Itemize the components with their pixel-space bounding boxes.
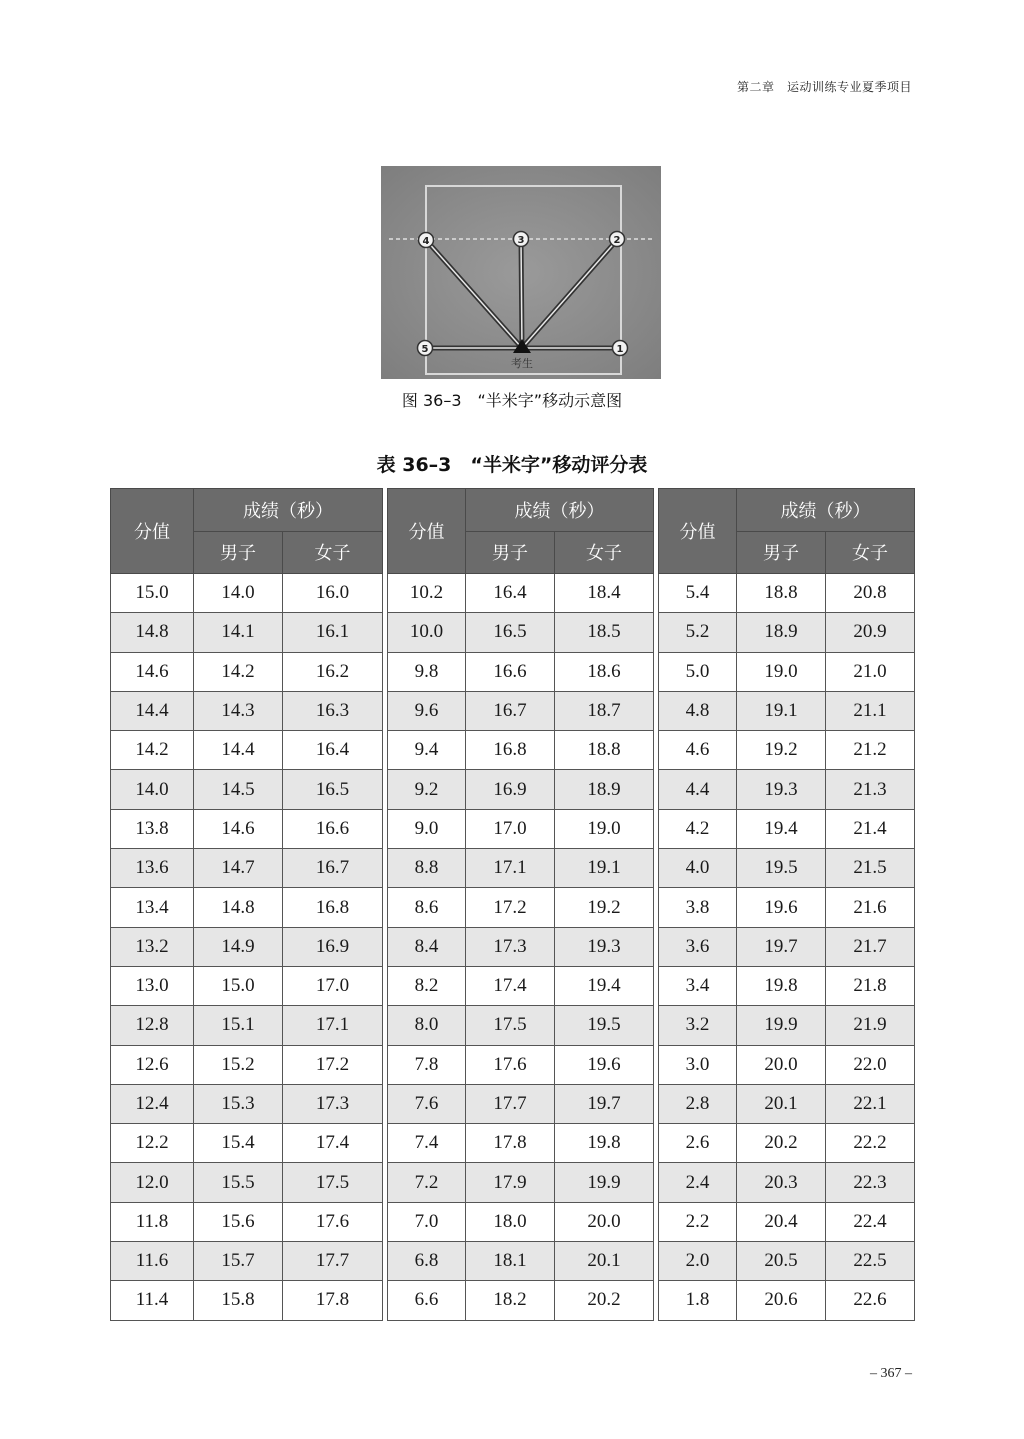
table-row — [388, 809, 654, 848]
female-time-cell: 17.2 — [283, 1045, 383, 1084]
score-cell: 2.2 — [659, 1202, 737, 1241]
score-cell: 11.8 — [111, 1202, 194, 1241]
score-cell: 8.8 — [388, 849, 466, 888]
male-time-cell: 17.1 — [466, 849, 555, 888]
table-row — [111, 1045, 383, 1084]
male-time-cell: 15.5 — [194, 1163, 283, 1202]
male-time-cell: 20.0 — [737, 1045, 826, 1084]
male-time-cell: 19.6 — [737, 888, 826, 927]
table-row — [388, 1281, 654, 1320]
male-time-cell: 16.9 — [466, 770, 555, 809]
table-row — [388, 1006, 654, 1045]
table-row — [111, 888, 383, 927]
score-cell: 10.2 — [388, 574, 466, 613]
female-time-cell: 16.1 — [283, 613, 383, 652]
female-time-cell: 19.8 — [555, 1124, 654, 1163]
score-cell: 5.4 — [659, 574, 737, 613]
female-time-cell: 16.9 — [283, 927, 383, 966]
female-time-cell: 16.4 — [283, 731, 383, 770]
male-time-cell: 16.8 — [466, 731, 555, 770]
male-time-cell: 15.1 — [194, 1006, 283, 1045]
table-row — [111, 809, 383, 848]
female-time-cell: 19.6 — [555, 1045, 654, 1084]
female-time-cell: 17.0 — [283, 966, 383, 1005]
table-row — [111, 1124, 383, 1163]
table-row — [659, 1124, 915, 1163]
male-time-cell: 19.4 — [737, 809, 826, 848]
score-cell: 2.6 — [659, 1124, 737, 1163]
score-table-1 — [110, 488, 383, 1321]
score-cell: 12.8 — [111, 1006, 194, 1045]
diagram-svg — [381, 166, 661, 379]
female-time-cell: 22.4 — [826, 1202, 915, 1241]
female-time-cell: 18.5 — [555, 613, 654, 652]
table-row — [111, 1163, 383, 1202]
point-5 — [418, 341, 433, 356]
score-cell: 3.6 — [659, 927, 737, 966]
female-time-cell: 22.6 — [826, 1281, 915, 1320]
female-time-cell: 18.6 — [555, 652, 654, 691]
score-cell: 3.4 — [659, 966, 737, 1005]
start-label: 考生 — [511, 357, 533, 370]
score-cell: 3.8 — [659, 888, 737, 927]
female-time-cell: 19.3 — [555, 927, 654, 966]
table-row — [659, 809, 915, 848]
female-time-cell: 20.2 — [555, 1281, 654, 1320]
male-time-cell: 18.2 — [466, 1281, 555, 1320]
female-time-cell: 21.8 — [826, 966, 915, 1005]
table-row — [659, 966, 915, 1005]
female-time-cell: 16.6 — [283, 809, 383, 848]
male-time-cell: 14.3 — [194, 691, 283, 730]
female-time-cell: 19.1 — [555, 849, 654, 888]
score-cell: 8.4 — [388, 927, 466, 966]
score-cell: 9.8 — [388, 652, 466, 691]
header-score: 分值 — [659, 489, 737, 574]
point-2 — [610, 232, 625, 247]
female-time-cell: 16.8 — [283, 888, 383, 927]
table-row — [388, 691, 654, 730]
table-row — [111, 1084, 383, 1123]
header-male: 男子 — [737, 531, 826, 574]
table-row — [111, 770, 383, 809]
table-row — [111, 652, 383, 691]
table-row — [388, 888, 654, 927]
table-row — [388, 613, 654, 652]
table-row — [388, 652, 654, 691]
female-time-cell: 21.0 — [826, 652, 915, 691]
svg-text:2: 2 — [613, 235, 621, 246]
male-time-cell: 15.3 — [194, 1084, 283, 1123]
female-time-cell: 17.5 — [283, 1163, 383, 1202]
figure-caption: 图 36–3 “半米字”移动示意图 — [401, 391, 623, 410]
score-cell: 13.8 — [111, 809, 194, 848]
score-cell: 9.2 — [388, 770, 466, 809]
female-time-cell: 17.1 — [283, 1006, 383, 1045]
female-time-cell: 21.5 — [826, 849, 915, 888]
table-title: 表 36–3 “半米字”移动评分表 — [376, 454, 648, 476]
header-female: 女子 — [283, 531, 383, 574]
score-cell: 2.0 — [659, 1242, 737, 1281]
half-mi-movement-diagram — [381, 166, 661, 379]
male-time-cell: 16.7 — [466, 691, 555, 730]
male-time-cell: 19.5 — [737, 849, 826, 888]
table-row — [659, 652, 915, 691]
score-cell: 12.6 — [111, 1045, 194, 1084]
table-row — [659, 613, 915, 652]
svg-text:4: 4 — [422, 236, 430, 247]
male-time-cell: 17.6 — [466, 1045, 555, 1084]
table-row — [111, 849, 383, 888]
male-time-cell: 17.5 — [466, 1006, 555, 1045]
female-time-cell: 17.6 — [283, 1202, 383, 1241]
female-time-cell: 17.3 — [283, 1084, 383, 1123]
table-row — [659, 770, 915, 809]
score-cell: 5.0 — [659, 652, 737, 691]
male-time-cell: 18.8 — [737, 574, 826, 613]
female-time-cell: 21.4 — [826, 809, 915, 848]
male-time-cell: 19.1 — [737, 691, 826, 730]
score-cell: 4.6 — [659, 731, 737, 770]
female-time-cell: 22.3 — [826, 1163, 915, 1202]
score-cell: 14.6 — [111, 652, 194, 691]
female-time-cell: 19.2 — [555, 888, 654, 927]
score-cell: 8.0 — [388, 1006, 466, 1045]
male-time-cell: 17.3 — [466, 927, 555, 966]
male-time-cell: 14.0 — [194, 574, 283, 613]
table-row — [388, 849, 654, 888]
table-row — [659, 691, 915, 730]
female-time-cell: 21.1 — [826, 691, 915, 730]
male-time-cell: 14.9 — [194, 927, 283, 966]
table-row — [388, 1163, 654, 1202]
score-cell: 12.2 — [111, 1124, 194, 1163]
table-row — [388, 1124, 654, 1163]
male-time-cell: 14.1 — [194, 613, 283, 652]
female-time-cell: 19.9 — [555, 1163, 654, 1202]
female-time-cell: 18.4 — [555, 574, 654, 613]
score-cell: 8.6 — [388, 888, 466, 927]
female-time-cell: 16.2 — [283, 652, 383, 691]
table-row — [388, 574, 654, 613]
header-result: 成绩（秒） — [737, 489, 915, 532]
score-cell: 1.8 — [659, 1281, 737, 1320]
male-time-cell: 15.7 — [194, 1242, 283, 1281]
male-time-cell: 14.5 — [194, 770, 283, 809]
score-table-2 — [387, 488, 654, 1321]
male-time-cell: 18.1 — [466, 1242, 555, 1281]
male-time-cell: 19.2 — [737, 731, 826, 770]
table-row — [659, 1045, 915, 1084]
score-cell: 7.6 — [388, 1084, 466, 1123]
score-cell: 4.2 — [659, 809, 737, 848]
score-cell: 14.4 — [111, 691, 194, 730]
header-result: 成绩（秒） — [466, 489, 654, 532]
male-time-cell: 14.8 — [194, 888, 283, 927]
table-row — [388, 966, 654, 1005]
male-time-cell: 15.2 — [194, 1045, 283, 1084]
table-row — [659, 731, 915, 770]
score-cell: 10.0 — [388, 613, 466, 652]
male-time-cell: 17.9 — [466, 1163, 555, 1202]
score-cell: 3.2 — [659, 1006, 737, 1045]
male-time-cell: 17.0 — [466, 809, 555, 848]
score-cell: 2.4 — [659, 1163, 737, 1202]
table-row — [388, 1202, 654, 1241]
svg-text:5: 5 — [421, 344, 429, 355]
score-table-3 — [658, 488, 915, 1321]
score-cell: 15.0 — [111, 574, 194, 613]
score-cell: 14.8 — [111, 613, 194, 652]
female-time-cell: 20.8 — [826, 574, 915, 613]
female-time-cell: 16.0 — [283, 574, 383, 613]
table-row — [111, 1202, 383, 1241]
header-female: 女子 — [555, 531, 654, 574]
score-cell: 4.0 — [659, 849, 737, 888]
table-row — [388, 1242, 654, 1281]
male-time-cell: 20.2 — [737, 1124, 826, 1163]
female-time-cell: 20.1 — [555, 1242, 654, 1281]
table-row — [111, 731, 383, 770]
point-3 — [514, 232, 529, 247]
male-time-cell: 15.8 — [194, 1281, 283, 1320]
female-time-cell: 22.5 — [826, 1242, 915, 1281]
table-row — [659, 1163, 915, 1202]
table-row — [111, 966, 383, 1005]
female-time-cell: 16.3 — [283, 691, 383, 730]
header-score: 分值 — [388, 489, 466, 574]
table-row — [659, 1281, 915, 1320]
svg-text:1: 1 — [616, 344, 624, 355]
male-time-cell: 17.2 — [466, 888, 555, 927]
score-cell: 12.0 — [111, 1163, 194, 1202]
male-time-cell: 19.3 — [737, 770, 826, 809]
female-time-cell: 22.2 — [826, 1124, 915, 1163]
running-header: 第二章 运动训练专业夏季项目 — [736, 80, 912, 94]
male-time-cell: 20.4 — [737, 1202, 826, 1241]
score-cell: 7.2 — [388, 1163, 466, 1202]
score-cell: 7.8 — [388, 1045, 466, 1084]
score-cell: 13.4 — [111, 888, 194, 927]
male-time-cell: 18.9 — [737, 613, 826, 652]
score-cell: 11.6 — [111, 1242, 194, 1281]
male-time-cell: 19.8 — [737, 966, 826, 1005]
male-time-cell: 20.5 — [737, 1242, 826, 1281]
table-row — [388, 1084, 654, 1123]
table-row — [111, 1281, 383, 1320]
female-time-cell: 19.7 — [555, 1084, 654, 1123]
male-time-cell: 20.1 — [737, 1084, 826, 1123]
header-female: 女子 — [826, 531, 915, 574]
score-cell: 9.4 — [388, 731, 466, 770]
table-row — [111, 927, 383, 966]
male-time-cell: 15.4 — [194, 1124, 283, 1163]
male-time-cell: 17.4 — [466, 966, 555, 1005]
score-cell: 9.6 — [388, 691, 466, 730]
score-cell: 13.6 — [111, 849, 194, 888]
table-row — [111, 574, 383, 613]
point-1 — [613, 341, 628, 356]
score-cell: 3.0 — [659, 1045, 737, 1084]
male-time-cell: 14.7 — [194, 849, 283, 888]
male-time-cell: 15.6 — [194, 1202, 283, 1241]
table-row — [659, 574, 915, 613]
male-time-cell: 17.8 — [466, 1124, 555, 1163]
table-row — [111, 691, 383, 730]
female-time-cell: 18.7 — [555, 691, 654, 730]
table-row — [659, 1006, 915, 1045]
table-row — [388, 927, 654, 966]
score-cell: 14.2 — [111, 731, 194, 770]
male-time-cell: 15.0 — [194, 966, 283, 1005]
score-cell: 13.2 — [111, 927, 194, 966]
score-cell: 8.2 — [388, 966, 466, 1005]
score-cell: 13.0 — [111, 966, 194, 1005]
table-row — [111, 1006, 383, 1045]
female-time-cell: 22.0 — [826, 1045, 915, 1084]
score-cell: 4.8 — [659, 691, 737, 730]
male-time-cell: 16.5 — [466, 613, 555, 652]
score-cell: 2.8 — [659, 1084, 737, 1123]
header-male: 男子 — [194, 531, 283, 574]
male-time-cell: 20.3 — [737, 1163, 826, 1202]
score-cell: 7.0 — [388, 1202, 466, 1241]
male-time-cell: 20.6 — [737, 1281, 826, 1320]
table-row — [659, 927, 915, 966]
female-time-cell: 21.3 — [826, 770, 915, 809]
female-time-cell: 17.4 — [283, 1124, 383, 1163]
female-time-cell: 19.4 — [555, 966, 654, 1005]
female-time-cell: 16.7 — [283, 849, 383, 888]
score-cell: 12.4 — [111, 1084, 194, 1123]
table-row — [388, 731, 654, 770]
table-row — [111, 613, 383, 652]
female-time-cell: 21.9 — [826, 1006, 915, 1045]
score-cell: 11.4 — [111, 1281, 194, 1320]
table-row — [659, 1202, 915, 1241]
table-row — [659, 888, 915, 927]
table-row — [388, 1045, 654, 1084]
table-row — [659, 849, 915, 888]
score-cell: 7.4 — [388, 1124, 466, 1163]
female-time-cell: 20.9 — [826, 613, 915, 652]
female-time-cell: 21.7 — [826, 927, 915, 966]
female-time-cell: 22.1 — [826, 1084, 915, 1123]
point-4 — [419, 233, 434, 248]
female-time-cell: 21.6 — [826, 888, 915, 927]
male-time-cell: 16.6 — [466, 652, 555, 691]
female-time-cell: 17.7 — [283, 1242, 383, 1281]
female-time-cell: 16.5 — [283, 770, 383, 809]
table-row — [388, 770, 654, 809]
table-row — [659, 1242, 915, 1281]
score-cell: 6.8 — [388, 1242, 466, 1281]
female-time-cell: 18.9 — [555, 770, 654, 809]
score-cell: 5.2 — [659, 613, 737, 652]
male-time-cell: 17.7 — [466, 1084, 555, 1123]
score-cell: 4.4 — [659, 770, 737, 809]
male-time-cell: 19.7 — [737, 927, 826, 966]
male-time-cell: 16.4 — [466, 574, 555, 613]
female-time-cell: 18.8 — [555, 731, 654, 770]
table-row — [111, 1242, 383, 1281]
page-number: – 367 – — [870, 1366, 912, 1381]
male-time-cell: 19.0 — [737, 652, 826, 691]
score-cell: 6.6 — [388, 1281, 466, 1320]
male-time-cell: 14.6 — [194, 809, 283, 848]
female-time-cell: 19.0 — [555, 809, 654, 848]
score-cell: 14.0 — [111, 770, 194, 809]
header-result: 成绩（秒） — [194, 489, 383, 532]
score-cell: 9.0 — [388, 809, 466, 848]
male-time-cell: 19.9 — [737, 1006, 826, 1045]
female-time-cell: 20.0 — [555, 1202, 654, 1241]
female-time-cell: 19.5 — [555, 1006, 654, 1045]
female-time-cell: 21.2 — [826, 731, 915, 770]
svg-text:3: 3 — [517, 235, 525, 246]
male-time-cell: 18.0 — [466, 1202, 555, 1241]
header-male: 男子 — [466, 531, 555, 574]
table-row — [659, 1084, 915, 1123]
header-score: 分值 — [111, 489, 194, 574]
male-time-cell: 14.4 — [194, 731, 283, 770]
female-time-cell: 17.8 — [283, 1281, 383, 1320]
male-time-cell: 14.2 — [194, 652, 283, 691]
